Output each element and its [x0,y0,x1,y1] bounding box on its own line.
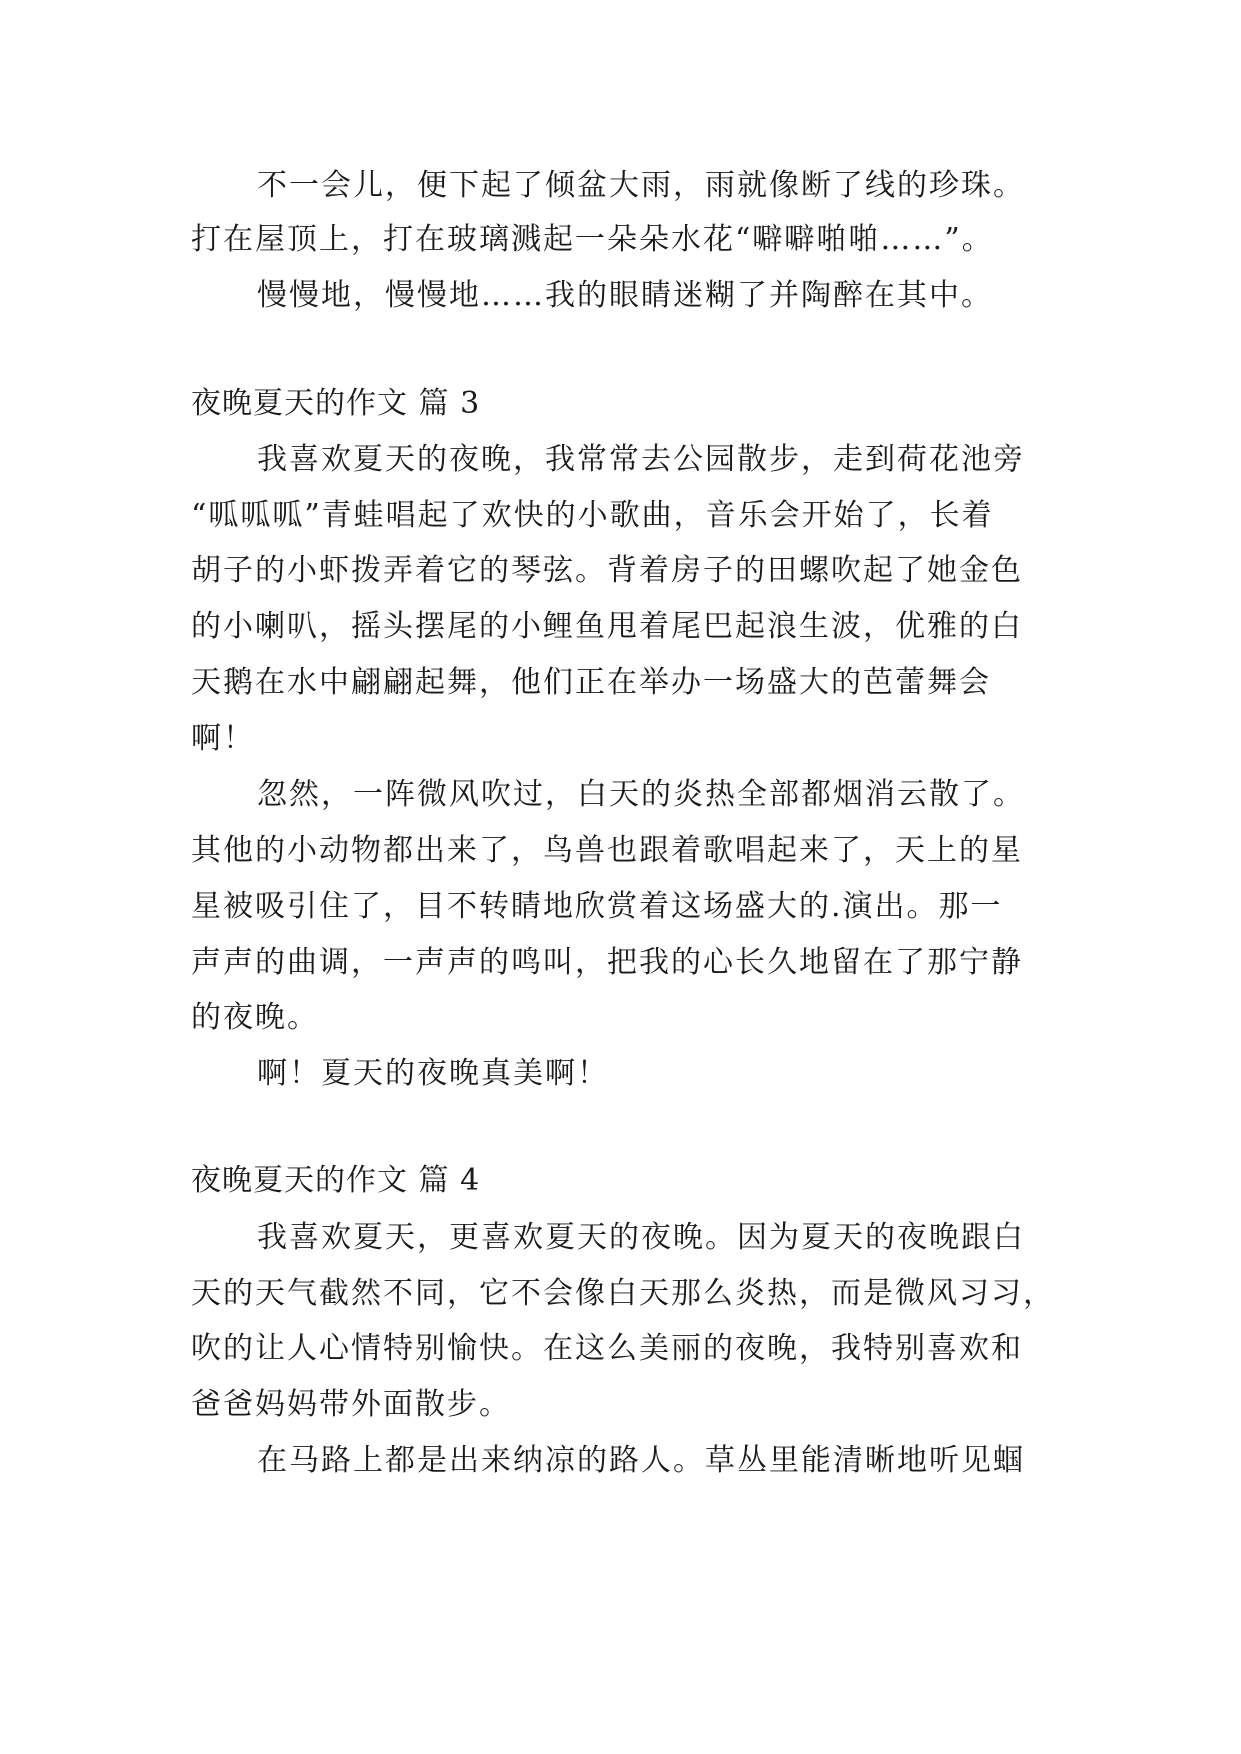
paragraph-line: 天的天气截然不同，它不会像白天那么炎热，而是微风习习， [191,1276,1055,1311]
paragraph-line: 在马路上都是出来纳凉的路人。草丛里能清晰地听见蝈 [257,1443,1025,1478]
paragraph-line: 声声的曲调，一声声的鸣叫，把我的心长久地留在了那宁静 [191,945,1023,980]
paragraph-line: 胡子的小虾拨弄着它的琴弦。背着房子的田螺吹起了她金色 [191,553,1023,588]
section-heading: 夜晚夏天的作文 篇 4 [191,1163,481,1198]
paragraph-line: 我喜欢夏天的夜晚，我常常去公园散步，走到荷花池旁 [257,442,1025,477]
paragraph-line: 啊！夏天的夜晚真美啊！ [257,1056,609,1091]
paragraph-line: 啊！ [191,721,255,756]
paragraph-line: “呱呱呱”青蛙唱起了欢快的小歌曲，音乐会开始了，长着 [191,498,994,533]
paragraph-line: 忽然，一阵微风吹过，白天的炎热全部都烟消云散了。 [257,777,1025,812]
paragraph-line: 慢慢地，慢慢地……我的眼睛迷糊了并陶醉在其中。 [257,278,993,313]
paragraph-line: 吹的让人心情特别愉快。在这么美丽的夜晚，我特别喜欢和 [191,1331,1023,1366]
paragraph-line: 打在屋顶上，打在玻璃溅起一朵朵水花“噼噼啪啪……”。 [191,222,994,257]
paragraph-line: 星被吸引住了，目不转睛地欣赏着这场盛大的.演出。那一 [191,889,1003,924]
paragraph-line: 我喜欢夏天，更喜欢夏天的夜晚。因为夏天的夜晚跟白 [257,1220,1025,1255]
section-heading: 夜晚夏天的作文 篇 3 [191,386,481,421]
paragraph-line: 的夜晚。 [191,1000,319,1035]
paragraph-line: 不一会儿，便下起了倾盆大雨，雨就像断了线的珍珠。 [257,168,1025,203]
paragraph-line: 的小喇叭，摇头摆尾的小鲤鱼甩着尾巴起浪生波，优雅的白 [191,609,1023,644]
paragraph-line: 其他的小动物都出来了，鸟兽也跟着歌唱起来了，天上的星 [191,833,1023,868]
paragraph-line: 天鹅在水中翩翩起舞，他们正在举办一场盛大的芭蕾舞会 [191,665,991,700]
paragraph-line: 爸爸妈妈带外面散步。 [191,1387,511,1422]
